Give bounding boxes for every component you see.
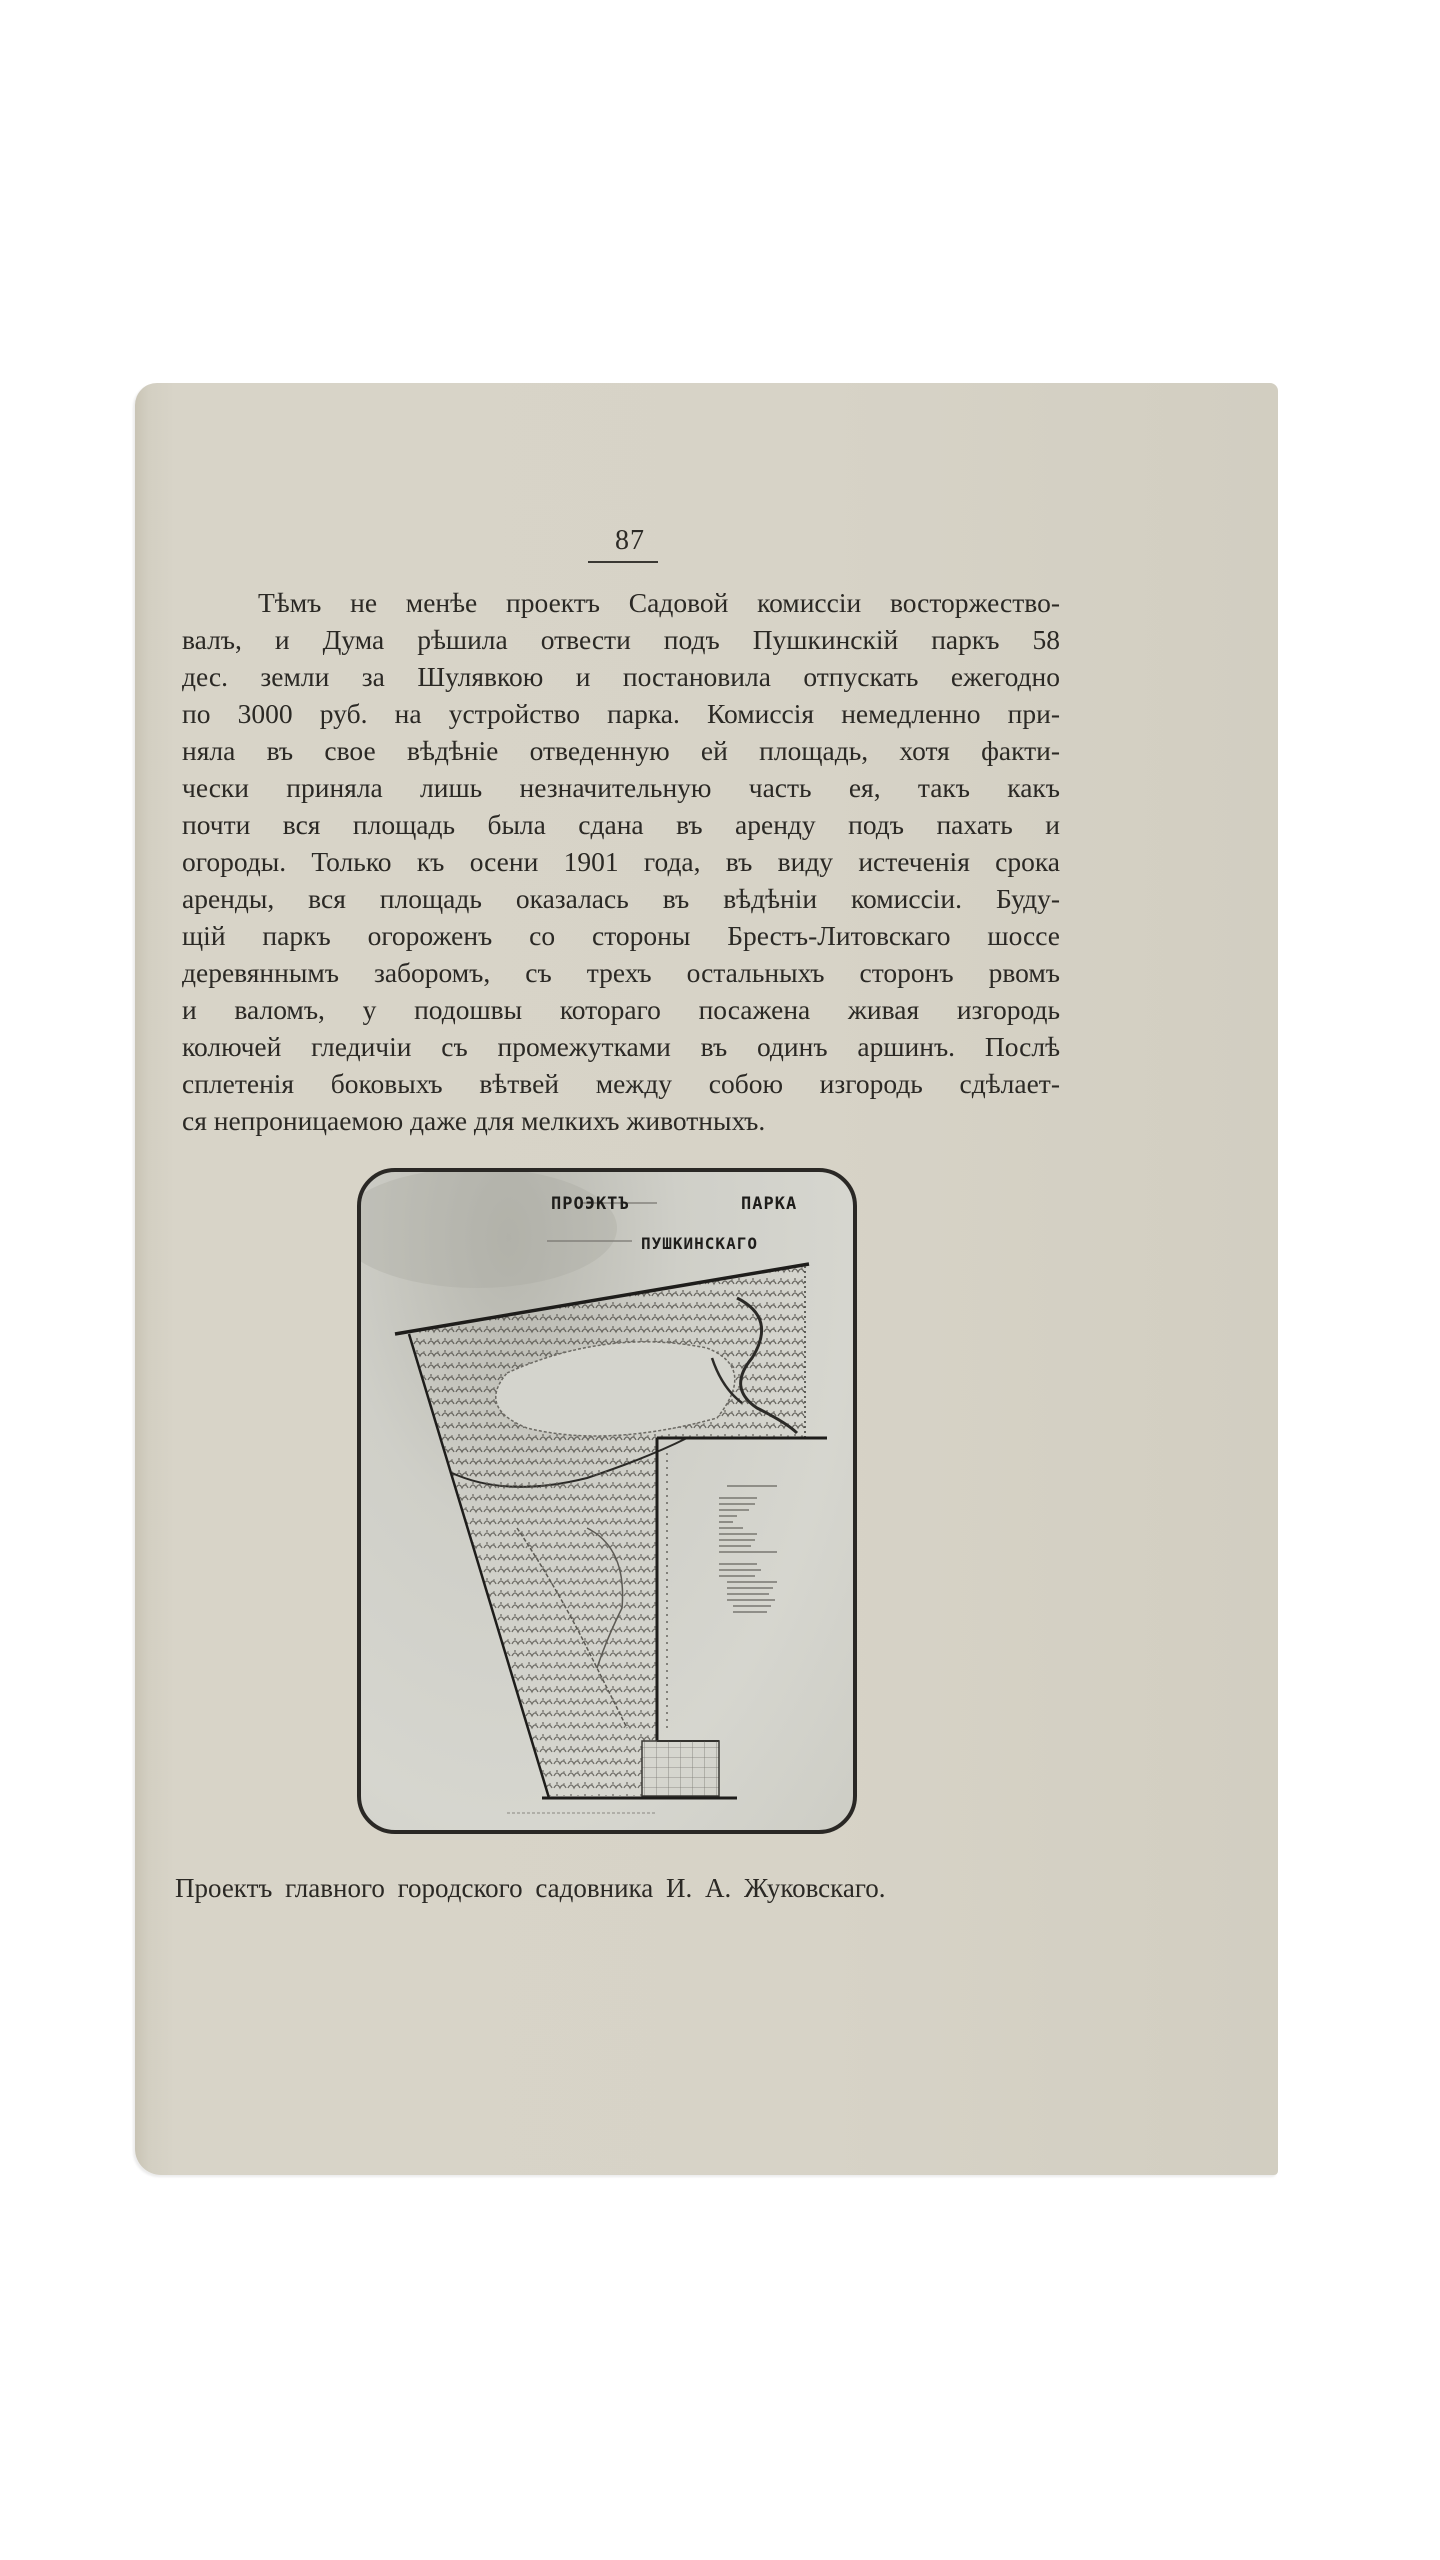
paragraph-line: огороды. Только къ осени 1901 года, въ виду истеченія срока bbox=[182, 846, 1060, 877]
paragraph-line: Тѣмъ не менѣе проектъ Садовой комиссіи восторжество- bbox=[258, 587, 1060, 618]
map-title: ПАРКА bbox=[741, 1194, 798, 1214]
paragraph-line: деревяннымъ заборомъ, съ трехъ остальныхъ сторонъ рвомъ bbox=[182, 957, 1060, 988]
paragraph-line: няла въ свое вѣдѣніе отведенную ей площадь, хотя факти- bbox=[182, 735, 1060, 766]
map-title: ПРОЭКТЪ bbox=[551, 1194, 630, 1214]
paragraph-line: и валомъ, у подошвы котораго посажена живая изгородь bbox=[182, 994, 1060, 1025]
figure-caption: Проектъ главного городского садовника И. А. Жуковскаго. bbox=[175, 1873, 886, 1903]
paragraph-line: по 3000 руб. на устройство парка. Комиссія немедленно при- bbox=[182, 698, 1060, 729]
map-title: ПУШКИНСКАГО bbox=[641, 1234, 758, 1253]
lower-park-area bbox=[457, 1458, 657, 1796]
paragraph-line: аренды, вся площадь оказалась въ вѣдѣніи комиссіи. Буду- bbox=[182, 883, 1060, 914]
paragraph-line: почти вся площадь была сдана въ аренду подъ пахать и bbox=[182, 809, 1060, 840]
paragraph-line: щій паркъ огороженъ со стороны Брестъ-Литовскаго шоссе bbox=[182, 920, 1060, 951]
page-number: 87 bbox=[615, 525, 645, 556]
body-paragraph bbox=[182, 584, 1060, 1139]
paragraph-line: колючей гледичіи съ промежутками въ одинъ аршинъ. Послѣ bbox=[182, 1031, 1060, 1062]
paragraph-line: ся непроницаемою даже для мелкихъ животныхъ. bbox=[182, 1105, 766, 1136]
paragraph-line: сплетенія боковыхъ вѣтвей между собою изгородь сдѣлает- bbox=[182, 1068, 1060, 1099]
page-number-underline bbox=[588, 561, 658, 563]
map-legend bbox=[719, 1486, 777, 1612]
paragraph-line: валъ, и Дума рѣшила отвести подъ Пушкинскій паркъ 58 bbox=[182, 624, 1060, 655]
paragraph-line: чески приняла лишь незначительную часть ея, такъ какъ bbox=[182, 772, 1060, 803]
park-plan-figure bbox=[357, 1168, 857, 1834]
grid-plot bbox=[642, 1741, 719, 1796]
paragraph-line: дес. земли за Шулявкою и постановила отпускать ежегодно bbox=[182, 661, 1060, 692]
park-plan-map bbox=[357, 1168, 857, 1834]
